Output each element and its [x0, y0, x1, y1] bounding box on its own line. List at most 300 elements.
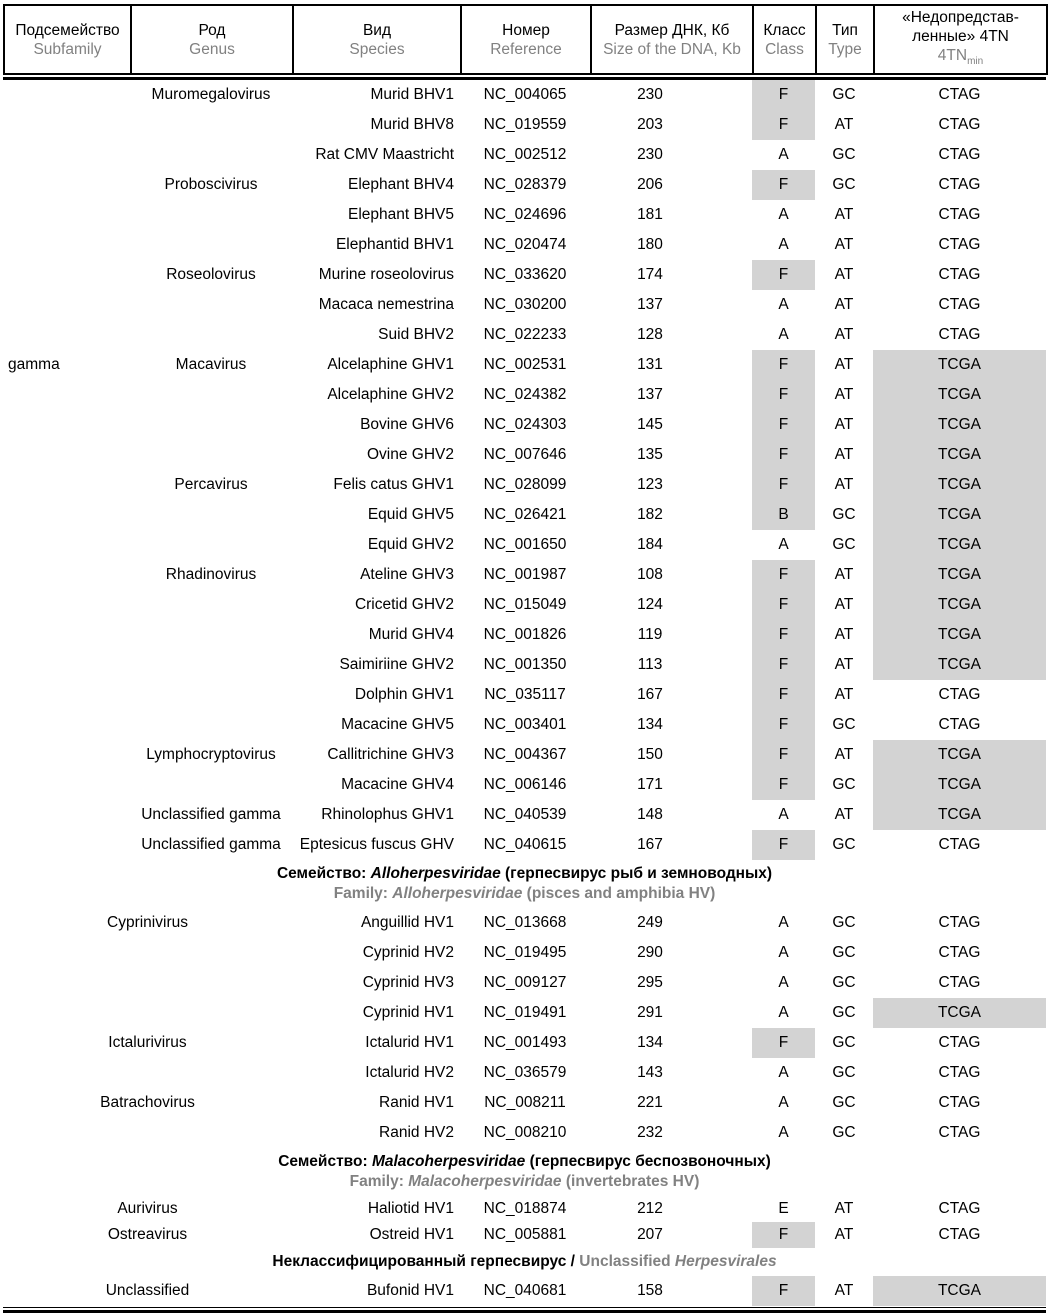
genus-cell: Lymphocryptovirus: [146, 746, 276, 764]
subfamily-cell: [3, 530, 130, 560]
reference-cell: NC_001493: [483, 1034, 567, 1052]
table-row: [3, 1276, 1046, 1306]
col-header-ru: «Недопредстав-: [902, 9, 1019, 26]
subfamily-cell: [3, 560, 130, 590]
reference-cell: NC_001826: [483, 626, 567, 644]
tn-cell: CTAG: [938, 326, 981, 344]
size-cell: 113: [637, 656, 663, 674]
type-cell: AT: [834, 416, 854, 434]
size-cell: 124: [637, 596, 663, 614]
genus-cell: [3, 1058, 292, 1088]
reference-cell: NC_004065: [483, 86, 567, 104]
genus-cell: Percavirus: [174, 476, 248, 494]
species-cell: Murid GHV4: [368, 626, 454, 644]
tn-cell: TCGA: [873, 650, 1046, 680]
genus-cell: [3, 968, 292, 998]
section-title-ru: [3, 1152, 1046, 1172]
table-row: [3, 260, 1046, 290]
tn-cell: TCGA: [873, 770, 1046, 800]
species-cell: Cricetid GHV2: [354, 596, 454, 614]
reference-cell: NC_006146: [483, 776, 567, 794]
size-cell: 119: [637, 626, 663, 644]
col-header-genus: [131, 5, 293, 74]
species-cell: Elephantid BHV1: [335, 236, 454, 254]
reference-cell: NC_018874: [483, 1200, 567, 1218]
section-title-en: [3, 1172, 1046, 1192]
col-header-class: [753, 5, 816, 74]
species-cell: Rat CMV Maastricht: [315, 146, 454, 164]
reference-cell: NC_028099: [483, 476, 567, 494]
size-cell: 291: [637, 1004, 663, 1022]
type-cell: GC: [832, 1094, 856, 1112]
reference-cell: NC_015049: [483, 596, 567, 614]
col-header-ru: Размер ДНК, Кб: [614, 21, 730, 39]
col-header-en: [876, 46, 1045, 71]
tn-cell: CTAG: [938, 944, 981, 962]
size-cell: 143: [637, 1064, 663, 1082]
size-cell: 180: [637, 236, 663, 254]
class-cell: F: [752, 1276, 815, 1306]
class-cell: F: [752, 1028, 815, 1058]
reference-cell: NC_026421: [483, 506, 567, 524]
reference-cell: NC_040539: [483, 806, 567, 824]
species-cell: Rhinolophus GHV1: [321, 806, 454, 824]
size-cell: 249: [637, 914, 663, 932]
size-cell: 171: [637, 776, 663, 794]
class-cell: A: [778, 296, 789, 314]
table-row: [3, 650, 1046, 680]
genus-cell: [130, 770, 292, 800]
type-cell: GC: [832, 146, 856, 164]
class-cell: F: [752, 830, 815, 860]
class-cell: A: [778, 206, 789, 224]
genus-cell: [130, 590, 292, 620]
reference-cell: NC_035117: [484, 686, 566, 704]
class-cell: A: [778, 914, 789, 932]
species-cell: Alcelaphine GHV1: [327, 356, 454, 374]
col-header-reference: [461, 5, 591, 74]
table-row: [3, 770, 1046, 800]
col-header-ru: Род: [198, 21, 226, 39]
table-row: [3, 710, 1046, 740]
size-cell: 134: [637, 716, 663, 734]
col-header-ru: Подсемейство: [15, 21, 120, 39]
reference-cell: NC_013668: [483, 914, 567, 932]
species-cell: Alcelaphine GHV2: [327, 386, 454, 404]
size-cell: 135: [637, 446, 663, 464]
size-cell: 148: [637, 806, 663, 824]
type-cell: AT: [834, 1226, 854, 1244]
size-cell: 232: [637, 1124, 663, 1142]
class-cell: F: [752, 260, 815, 290]
species-cell: Bufonid HV1: [366, 1282, 454, 1300]
table-row: [3, 290, 1046, 320]
type-cell: AT: [834, 206, 854, 224]
size-cell: 108: [637, 566, 663, 584]
subfamily-cell: [3, 80, 130, 110]
genus-cell: [130, 620, 292, 650]
genus-cell: [130, 440, 292, 470]
table-row: [3, 1118, 1046, 1148]
size-cell: 230: [637, 86, 663, 104]
species-cell: Eptesicus fuscus GHV: [299, 836, 454, 854]
class-cell: B: [752, 500, 815, 530]
section-text-ru: Неклассифицированный герпесвирус: [272, 1253, 567, 1271]
type-cell: GC: [832, 836, 856, 854]
class-cell: F: [752, 680, 815, 710]
type-cell: AT: [834, 686, 854, 704]
class-cell: A: [778, 236, 789, 254]
genus-cell: Roseolovirus: [166, 266, 256, 284]
col-header-en: Species: [349, 40, 405, 58]
subfamily-cell: [3, 830, 130, 860]
class-cell: F: [752, 110, 815, 140]
section-text: (герпесвирус беспозвоночных): [525, 1153, 771, 1171]
reference-cell: NC_040681: [483, 1282, 567, 1300]
genus-cell: Batrachovirus: [100, 1094, 195, 1112]
species-cell: Ranid HV2: [379, 1124, 454, 1142]
reference-cell: NC_028379: [483, 176, 567, 194]
reference-cell: NC_024696: [483, 206, 567, 224]
table-row: [3, 560, 1046, 590]
table-row: [3, 500, 1046, 530]
class-cell: A: [778, 326, 789, 344]
tn-cell: CTAG: [938, 1094, 981, 1112]
class-cell: F: [752, 170, 815, 200]
subfamily-cell: [3, 170, 130, 200]
tn-cell: CTAG: [938, 974, 981, 992]
subfamily-cell: [3, 320, 130, 350]
genus-cell: [130, 650, 292, 680]
class-cell: F: [752, 710, 815, 740]
section-text: Семейство:: [278, 1153, 372, 1171]
class-cell: A: [778, 1094, 789, 1112]
family-section-row: [3, 860, 1046, 908]
section-text: Семейство:: [276, 865, 371, 883]
type-cell: AT: [834, 326, 854, 344]
size-cell: 295: [637, 974, 663, 992]
tn-cell: TCGA: [873, 380, 1046, 410]
type-cell: GC: [832, 86, 856, 104]
species-cell: Ranid HV1: [379, 1094, 454, 1112]
type-cell: AT: [834, 266, 854, 284]
species-cell: Felis catus GHV1: [333, 476, 454, 494]
type-cell: AT: [834, 236, 854, 254]
class-cell: F: [752, 770, 815, 800]
tn-cell: CTAG: [938, 206, 981, 224]
reference-cell: NC_008210: [483, 1124, 567, 1142]
table-row: [3, 998, 1046, 1028]
col-header-ru: Вид: [362, 21, 392, 39]
type-cell: AT: [834, 1200, 854, 1218]
table-row: [3, 80, 1046, 110]
table-row: [3, 800, 1046, 830]
reference-cell: NC_020474: [483, 236, 567, 254]
col-header-en: Type: [828, 40, 862, 58]
genus-cell: [130, 110, 292, 140]
class-cell: F: [752, 590, 815, 620]
type-cell: GC: [832, 914, 856, 932]
table-row: [3, 680, 1046, 710]
table-row: [3, 470, 1046, 500]
size-cell: 182: [637, 506, 663, 524]
tn-cell: TCGA: [873, 560, 1046, 590]
section-text: Family:: [349, 1173, 409, 1191]
table-row: [3, 968, 1046, 998]
genus-cell: Proboscivirus: [164, 176, 258, 194]
type-cell: AT: [834, 116, 854, 134]
size-cell: 212: [637, 1200, 663, 1218]
table-row: [3, 830, 1046, 860]
table-row: [3, 200, 1046, 230]
reference-cell: NC_033620: [483, 266, 567, 284]
size-cell: 167: [637, 686, 663, 704]
type-cell: AT: [834, 596, 854, 614]
class-cell: A: [778, 806, 789, 824]
subfamily-cell: [3, 470, 130, 500]
size-cell: 207: [637, 1226, 663, 1244]
size-cell: 145: [637, 416, 663, 434]
table-row: [3, 1058, 1046, 1088]
tn-cell: CTAG: [938, 1064, 981, 1082]
genus-cell: [3, 998, 292, 1028]
type-cell: AT: [834, 626, 854, 644]
tn-cell: CTAG: [938, 116, 981, 134]
table-row: [3, 1196, 1046, 1222]
type-cell: GC: [832, 176, 856, 194]
genus-cell: Macavirus: [175, 356, 247, 374]
subfamily-cell: [3, 110, 130, 140]
reference-cell: NC_030200: [483, 296, 567, 314]
species-cell: Elephant BHV4: [348, 176, 454, 194]
table-row: [3, 1088, 1046, 1118]
genus-cell: [130, 410, 292, 440]
size-cell: 123: [637, 476, 663, 494]
tn-cell: TCGA: [873, 410, 1046, 440]
type-cell: AT: [834, 806, 854, 824]
tn-cell: CTAG: [938, 914, 981, 932]
unclassified-section-cell: [3, 1248, 1046, 1276]
species-cell: Dolphin GHV1: [354, 686, 454, 704]
size-cell: 158: [637, 1282, 663, 1300]
tn-cell: CTAG: [938, 296, 981, 314]
genus-cell: [130, 680, 292, 710]
size-cell: 128: [637, 326, 663, 344]
reference-cell: NC_003401: [483, 716, 567, 734]
subfamily-cell: [3, 440, 130, 470]
genus-cell: [130, 290, 292, 320]
genus-cell: Unclassified gamma: [141, 836, 281, 854]
table-row: [3, 440, 1046, 470]
type-cell: GC: [832, 1034, 856, 1052]
subfamily-cell: [3, 290, 130, 320]
tn-cell: TCGA: [873, 740, 1046, 770]
species-cell: Anguillid HV1: [360, 914, 454, 932]
size-cell: 184: [637, 536, 663, 554]
reference-cell: NC_001987: [483, 566, 567, 584]
reference-cell: NC_019495: [483, 944, 567, 962]
class-cell: F: [752, 350, 815, 380]
col-header-4tn: [874, 5, 1047, 74]
species-cell: Murine roseolovirus: [318, 266, 454, 284]
table-row: [3, 740, 1046, 770]
type-cell: AT: [834, 1282, 854, 1300]
class-cell: F: [752, 1222, 815, 1248]
col-header-ru: Класс: [763, 21, 806, 39]
genus-cell: [130, 530, 292, 560]
species-cell: Equid GHV5: [367, 506, 454, 524]
tn-cell: CTAG: [938, 236, 981, 254]
table-row: [3, 350, 1046, 380]
genus-cell: [130, 500, 292, 530]
family-name-en: Malacoherpesviridae: [408, 1173, 562, 1191]
type-cell: AT: [834, 746, 854, 764]
class-cell: F: [752, 620, 815, 650]
class-cell: A: [778, 1124, 789, 1142]
col-header-ru: Тип: [832, 21, 858, 39]
genus-cell: Muromegalovirus: [151, 86, 271, 104]
genus-cell: [3, 938, 292, 968]
class-cell: A: [778, 1064, 789, 1082]
col-header-subfamily: [4, 5, 131, 74]
species-cell: Ictalurid HV1: [365, 1034, 454, 1052]
species-cell: Macacine GHV4: [341, 776, 454, 794]
species-cell: Callitrichine GHV3: [327, 746, 454, 764]
type-cell: AT: [834, 386, 854, 404]
table-row: [3, 1028, 1046, 1058]
genus-cell: [130, 320, 292, 350]
genus-cell: [130, 140, 292, 170]
reference-cell: NC_007646: [483, 446, 567, 464]
virus-table: [3, 80, 1046, 1306]
section-text: (pisces and amphibia HV): [522, 885, 716, 903]
table-row: [3, 410, 1046, 440]
species-cell: Cyprinid HV1: [362, 1004, 454, 1022]
reference-cell: NC_024382: [483, 386, 567, 404]
table-row: [3, 230, 1046, 260]
col-header-type: [816, 5, 874, 74]
type-cell: AT: [834, 566, 854, 584]
tn-cell: TCGA: [873, 530, 1046, 560]
reference-cell: NC_002512: [483, 146, 567, 164]
size-cell: 137: [637, 296, 663, 314]
tn-cell: CTAG: [938, 1124, 981, 1142]
genus-cell: Ostreavirus: [107, 1226, 188, 1244]
size-cell: 181: [637, 206, 663, 224]
class-cell: A: [778, 1004, 789, 1022]
class-cell: A: [778, 536, 789, 554]
subfamily-cell: [3, 410, 130, 440]
size-cell: 134: [637, 1034, 663, 1052]
col-header-ru: ленные» 4TN: [912, 28, 1009, 45]
genus-cell: Unclassified: [105, 1282, 190, 1300]
species-cell: Elephant BHV5: [348, 206, 454, 224]
virus-table-header: [3, 4, 1048, 75]
tn-cell: TCGA: [873, 620, 1046, 650]
reference-cell: NC_009127: [483, 974, 567, 992]
tn-cell: CTAG: [938, 1034, 981, 1052]
table-row: [3, 110, 1046, 140]
reference-cell: NC_036579: [483, 1064, 567, 1082]
family-name-ru: Malacoherpesviridae: [371, 1153, 526, 1171]
species-cell: Murid BHV1: [370, 86, 454, 104]
class-cell: F: [752, 650, 815, 680]
class-cell: A: [778, 974, 789, 992]
species-cell: Ateline GHV3: [360, 566, 454, 584]
species-cell: Cyprinid HV2: [362, 944, 454, 962]
type-cell: GC: [832, 974, 856, 992]
tn-cell: TCGA: [873, 800, 1046, 830]
size-cell: 290: [637, 944, 663, 962]
reference-cell: NC_024303: [483, 416, 567, 434]
col-header-en: Subfamily: [33, 40, 102, 58]
tn-cell: CTAG: [938, 86, 981, 104]
table-row: [3, 170, 1046, 200]
subfamily-cell: [3, 200, 130, 230]
reference-cell: NC_040615: [483, 836, 567, 854]
tn-cell: TCGA: [873, 998, 1046, 1028]
species-cell: Cyprinid HV3: [362, 974, 454, 992]
reference-cell: NC_004367: [483, 746, 567, 764]
genus-cell: [130, 710, 292, 740]
class-cell: E: [778, 1200, 789, 1218]
reference-cell: NC_019559: [483, 116, 567, 134]
table-row: [3, 530, 1046, 560]
unclassified-section-row: [3, 1248, 1046, 1276]
col-header-en: Size of the DNA, Kb: [603, 40, 741, 58]
tn-cell: CTAG: [938, 146, 981, 164]
tn-cell: TCGA: [873, 350, 1046, 380]
type-cell: GC: [832, 776, 856, 794]
type-cell: GC: [832, 1064, 856, 1082]
size-cell: 221: [637, 1094, 663, 1112]
size-cell: 206: [637, 176, 663, 194]
subfamily-cell: gamma: [8, 356, 60, 374]
family-name-ru: Alloherpesviridae: [370, 865, 501, 883]
section-separator: /: [566, 1253, 580, 1271]
tn-cell: TCGA: [873, 470, 1046, 500]
genus-cell: Rhadinovirus: [165, 566, 257, 584]
tn-cell: TCGA: [873, 500, 1046, 530]
section-text: Family:: [333, 885, 393, 903]
class-cell: F: [752, 740, 815, 770]
table-row: [3, 320, 1046, 350]
section-title-en: [3, 884, 1046, 904]
subfamily-cell: [3, 380, 130, 410]
reference-cell: NC_008211: [484, 1094, 566, 1112]
species-cell: Ictalurid HV2: [365, 1064, 454, 1082]
subfamily-cell: [3, 710, 130, 740]
tn-cell: TCGA: [873, 440, 1046, 470]
tn-cell: CTAG: [938, 1226, 981, 1244]
section-text: (герпесвирус рыб и земноводных): [500, 865, 773, 883]
genus-cell: [130, 230, 292, 260]
size-cell: 203: [637, 116, 663, 134]
type-cell: AT: [834, 656, 854, 674]
type-cell: AT: [834, 446, 854, 464]
size-cell: 131: [637, 356, 663, 374]
subfamily-cell: [3, 230, 130, 260]
genus-cell: Ictalurivirus: [108, 1034, 187, 1052]
genus-cell: Cyprinivirus: [107, 914, 188, 932]
subfamily-cell: [3, 140, 130, 170]
genus-cell: [130, 380, 292, 410]
species-cell: Suid BHV2: [378, 326, 454, 344]
family-section-cell: [3, 1148, 1046, 1196]
reference-cell: NC_022233: [483, 326, 567, 344]
tn-min-label: 4TN: [937, 47, 968, 64]
species-cell: Macacine GHV5: [341, 716, 454, 734]
